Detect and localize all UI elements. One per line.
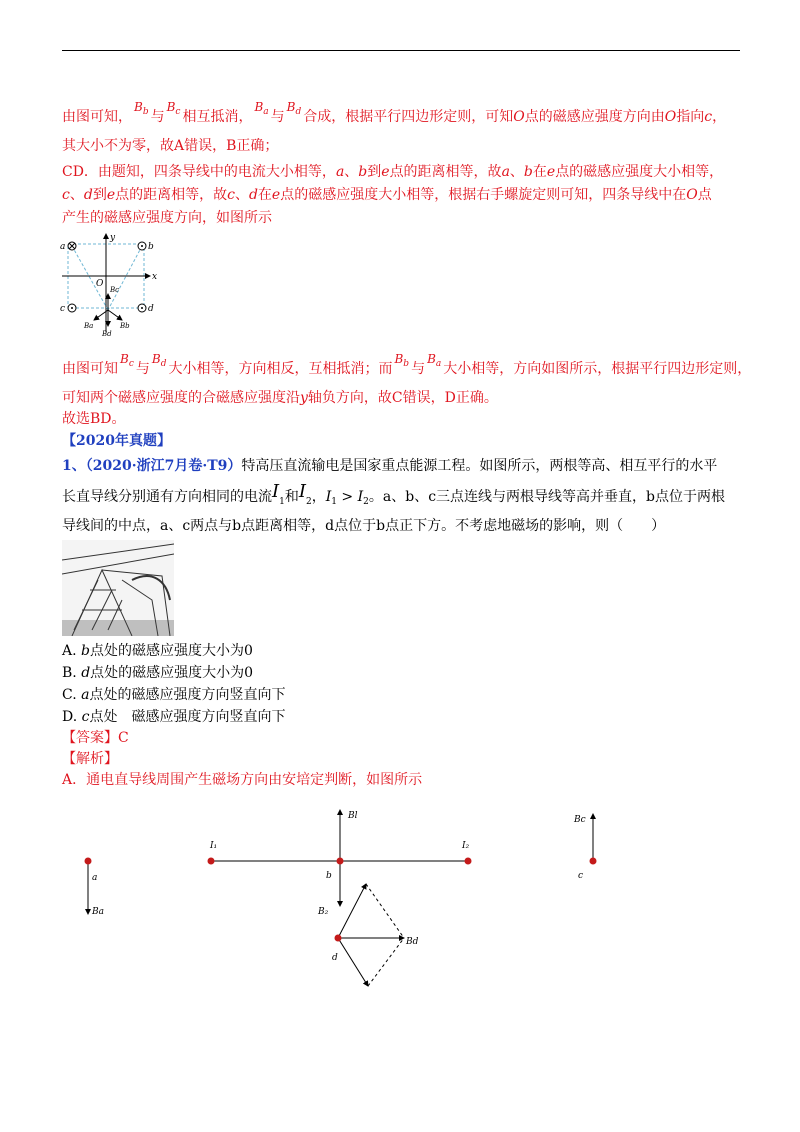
para-5: 产生的磁感应强度方向，如图所示: [62, 210, 272, 226]
option-A[interactable]: A. b点处的磁感应强度大小为0: [62, 643, 253, 659]
question-line-1: 1、（2020·浙江7月卷·T9）特高压直流输电是国家重点能源工程。如图所示，两根等高、相互平行的水平: [62, 458, 718, 474]
svg-text:x: x: [152, 272, 158, 282]
option-C[interactable]: C. a点处的磁感应强度方向竖直向下: [62, 687, 286, 703]
para-6: 由图可知$B_c$ 与$B_d$ 大小相等，方向相反，互相抵消；而$B_b$ 与$B_a$ 大小相等，方向如图所示，根据平行四边形定则，: [62, 352, 752, 377]
svg-text:a: a: [92, 873, 98, 883]
svg-text:I₁: I₁: [210, 841, 218, 851]
para-1: 由图可知，$B_b$ 与$B_c$ 相互抵消，$B_a$ 与$B_d$ 合成，根据平行四边形定则，可知O点的磁感应强度方向由O指向c，: [62, 100, 727, 125]
para-8: 故选BD。: [62, 411, 126, 427]
svg-text:Ba: Ba: [84, 322, 94, 330]
symbol-Bb: $B_b$: [134, 100, 149, 117]
svg-text:a: a: [60, 242, 66, 252]
svg-text:Bb: Bb: [120, 322, 130, 330]
svg-text:d: d: [148, 304, 154, 314]
transmission-tower-photo: [62, 540, 174, 636]
analysis-title: 【解析】: [62, 751, 118, 767]
para-3: CD．由题知，四条导线中的电流大小相等，a、b到e点的距离相等，故a、b在e点的磁感应强度大小相等，: [62, 164, 724, 180]
svg-text:b: b: [326, 871, 332, 881]
svg-text:Bd: Bd: [102, 330, 112, 338]
para-4: c、d到e点的距离相等，故c、d在e点的磁感应强度大小相等，根据右手螺旋定则可知，四条导线中在O点: [62, 187, 712, 203]
answer: 【答案】C: [62, 730, 129, 746]
question-line-3: 导线间的中点，a、c两点与b点距离相等，d点位于b点正下方。不考虑地磁场的影响，则（ ）: [62, 518, 666, 534]
svg-text:d: d: [332, 953, 338, 963]
para-2: 其大小不为零，故A错误，B正确；: [62, 138, 279, 154]
svg-text:Bl: Bl: [348, 811, 358, 821]
svg-text:c: c: [60, 304, 66, 314]
question-line-2: 长直导线分别通有方向相同的电流$I_1$和$I_2$，$I_1 > I_2$。a、b、c三点连线与两根导线等高并垂直，b点位于两根: [62, 481, 726, 507]
option-B[interactable]: B. d点处的磁感应强度大小为0: [62, 665, 254, 681]
svg-text:Bd: Bd: [406, 937, 419, 947]
svg-text:Ba: Ba: [92, 907, 104, 917]
para-7: 可知两个磁感应强度的合磁感应强度沿y轴负方向，故C错误，D正确。: [62, 390, 498, 406]
svg-text:Bc: Bc: [574, 815, 586, 825]
symbol-Bd: $B_d$: [286, 100, 302, 117]
figure-field-at-points: [70, 798, 630, 998]
figure-field-directions: [58, 232, 168, 338]
svg-text:O: O: [96, 279, 104, 289]
svg-text:b: b: [148, 242, 154, 252]
symbol-Ba: $B_a$: [254, 100, 269, 117]
svg-text:I₂: I₂: [462, 841, 470, 851]
symbol-Bc: $B_c$: [166, 100, 181, 117]
svg-text:Bc: Bc: [110, 286, 120, 294]
option-D[interactable]: D. c点处 磁感应强度方向竖直向下: [62, 709, 286, 725]
analysis-a: A．通电直导线周围产生磁场方向由安培定判断，如图所示: [62, 772, 423, 788]
svg-text:B₂: B₂: [318, 907, 329, 917]
svg-text:c: c: [578, 871, 584, 881]
svg-text:y: y: [110, 233, 116, 243]
section-title: 【2020年真题】: [62, 433, 171, 449]
header-rule: [62, 50, 740, 51]
